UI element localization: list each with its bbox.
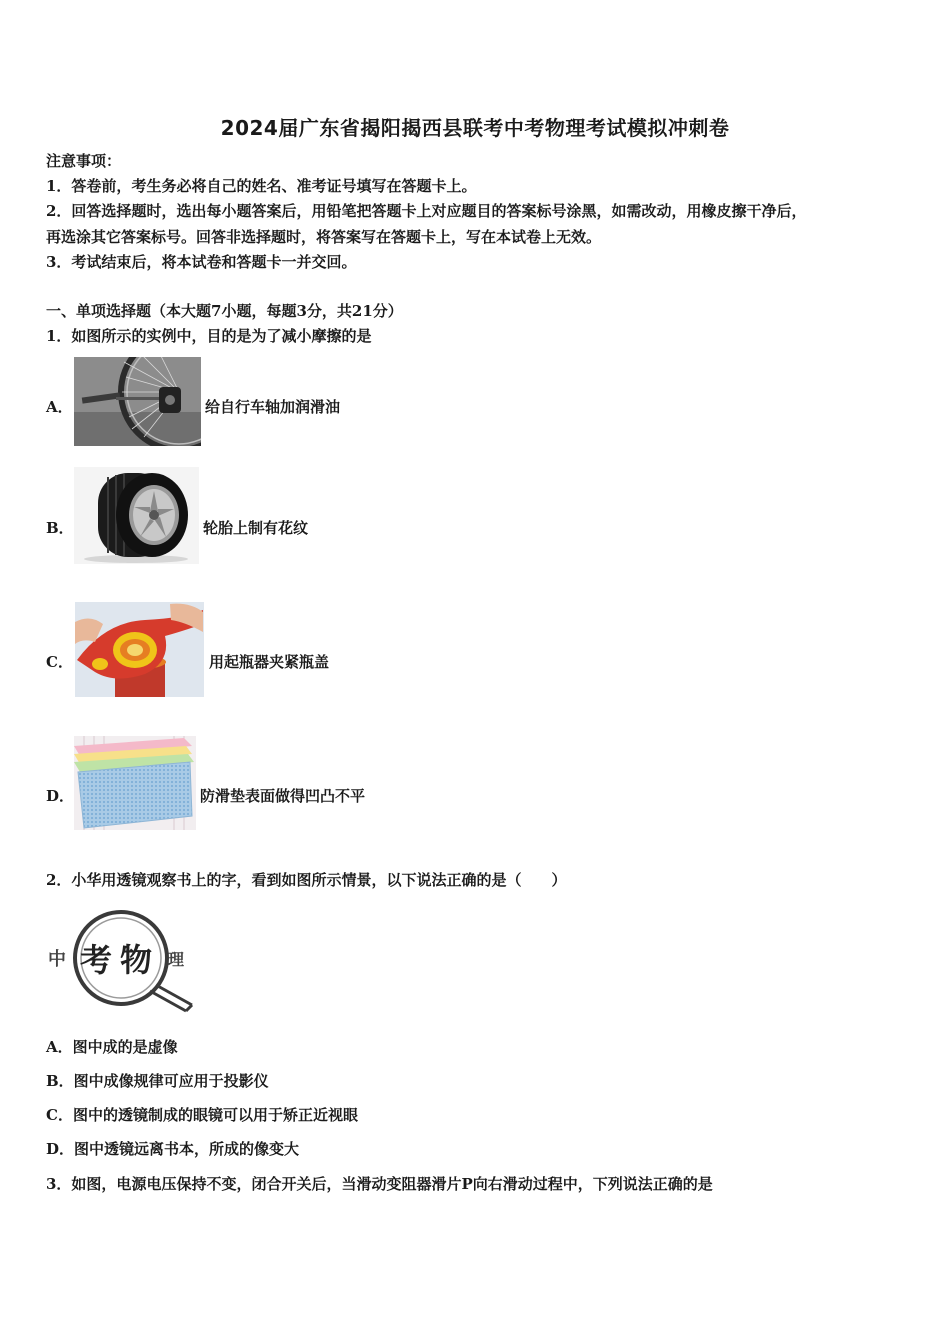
figure-char: 理 <box>168 950 185 969</box>
anti-slip-mat-image <box>74 736 196 830</box>
option-text-d: 防滑垫表面做得凹凸不平 <box>200 787 366 805</box>
page-title: 2024届广东省揭阳揭西县联考中考物理考试模拟冲刺卷 <box>220 116 730 140</box>
figure-char: 中 <box>48 949 66 970</box>
notice-item: 再选涂其它答案标号。回答非选择题时，将答案写在答题卡上，写在本试卷上无效。 <box>46 228 602 246</box>
q2-option-d: D．图中透镜远离书本，所成的像变大 <box>46 1140 300 1158</box>
bicycle-oil-image <box>74 357 201 446</box>
q2-option-b: B．图中成像规律可应用于投影仪 <box>46 1072 269 1090</box>
notice-heading: 注意事项： <box>46 152 122 170</box>
section-heading: 一、单项选择题（本大题7小题，每题3分，共21分） <box>46 302 403 320</box>
question-stem-1: 1．如图所示的实例中，目的是为了减小摩擦的是 <box>46 327 372 345</box>
bottle-opener-image <box>75 602 204 697</box>
question-stem-2: 2．小华用透镜观察书上的字，看到如图所示情景，以下说法正确的是（ ） <box>46 871 567 889</box>
option-letter-c: C． <box>46 653 73 671</box>
notice-item: 1．答卷前，考生务必将自己的姓名、准考证号填写在答题卡上。 <box>46 177 477 195</box>
option-letter-a: A． <box>46 398 73 416</box>
magnifier-figure <box>46 905 196 1017</box>
option-text-a: 给自行车轴加润滑油 <box>205 398 341 416</box>
figure-char-magnified: 物 <box>120 941 153 979</box>
notice-item: 3．考试结束后，将本试卷和答题卡一并交回。 <box>46 253 357 271</box>
question-stem-3: 3．如图，电源电压保持不变，闭合开关后，当滑动变阻器滑片P向右滑动过程中，下列说法正确的是 <box>46 1175 713 1193</box>
option-letter-d: D． <box>46 787 75 805</box>
option-text-b: 轮胎上制有花纹 <box>203 519 309 537</box>
figure-char-magnified: 考 <box>80 941 113 979</box>
tire-image <box>74 467 199 564</box>
q2-option-a: A．图中成的是虚像 <box>46 1038 178 1056</box>
option-text-c: 用起瓶器夹紧瓶盖 <box>209 653 330 671</box>
notice-item: 2．回答选择题时，选出每小题答案后，用铅笔把答题卡上对应题目的答案标号涂黑，如需改动，用橡皮擦干净后， <box>46 202 807 220</box>
q2-option-c: C．图中的透镜制成的眼镜可以用于矫正近视眼 <box>46 1106 358 1124</box>
option-letter-b: B． <box>46 519 74 537</box>
